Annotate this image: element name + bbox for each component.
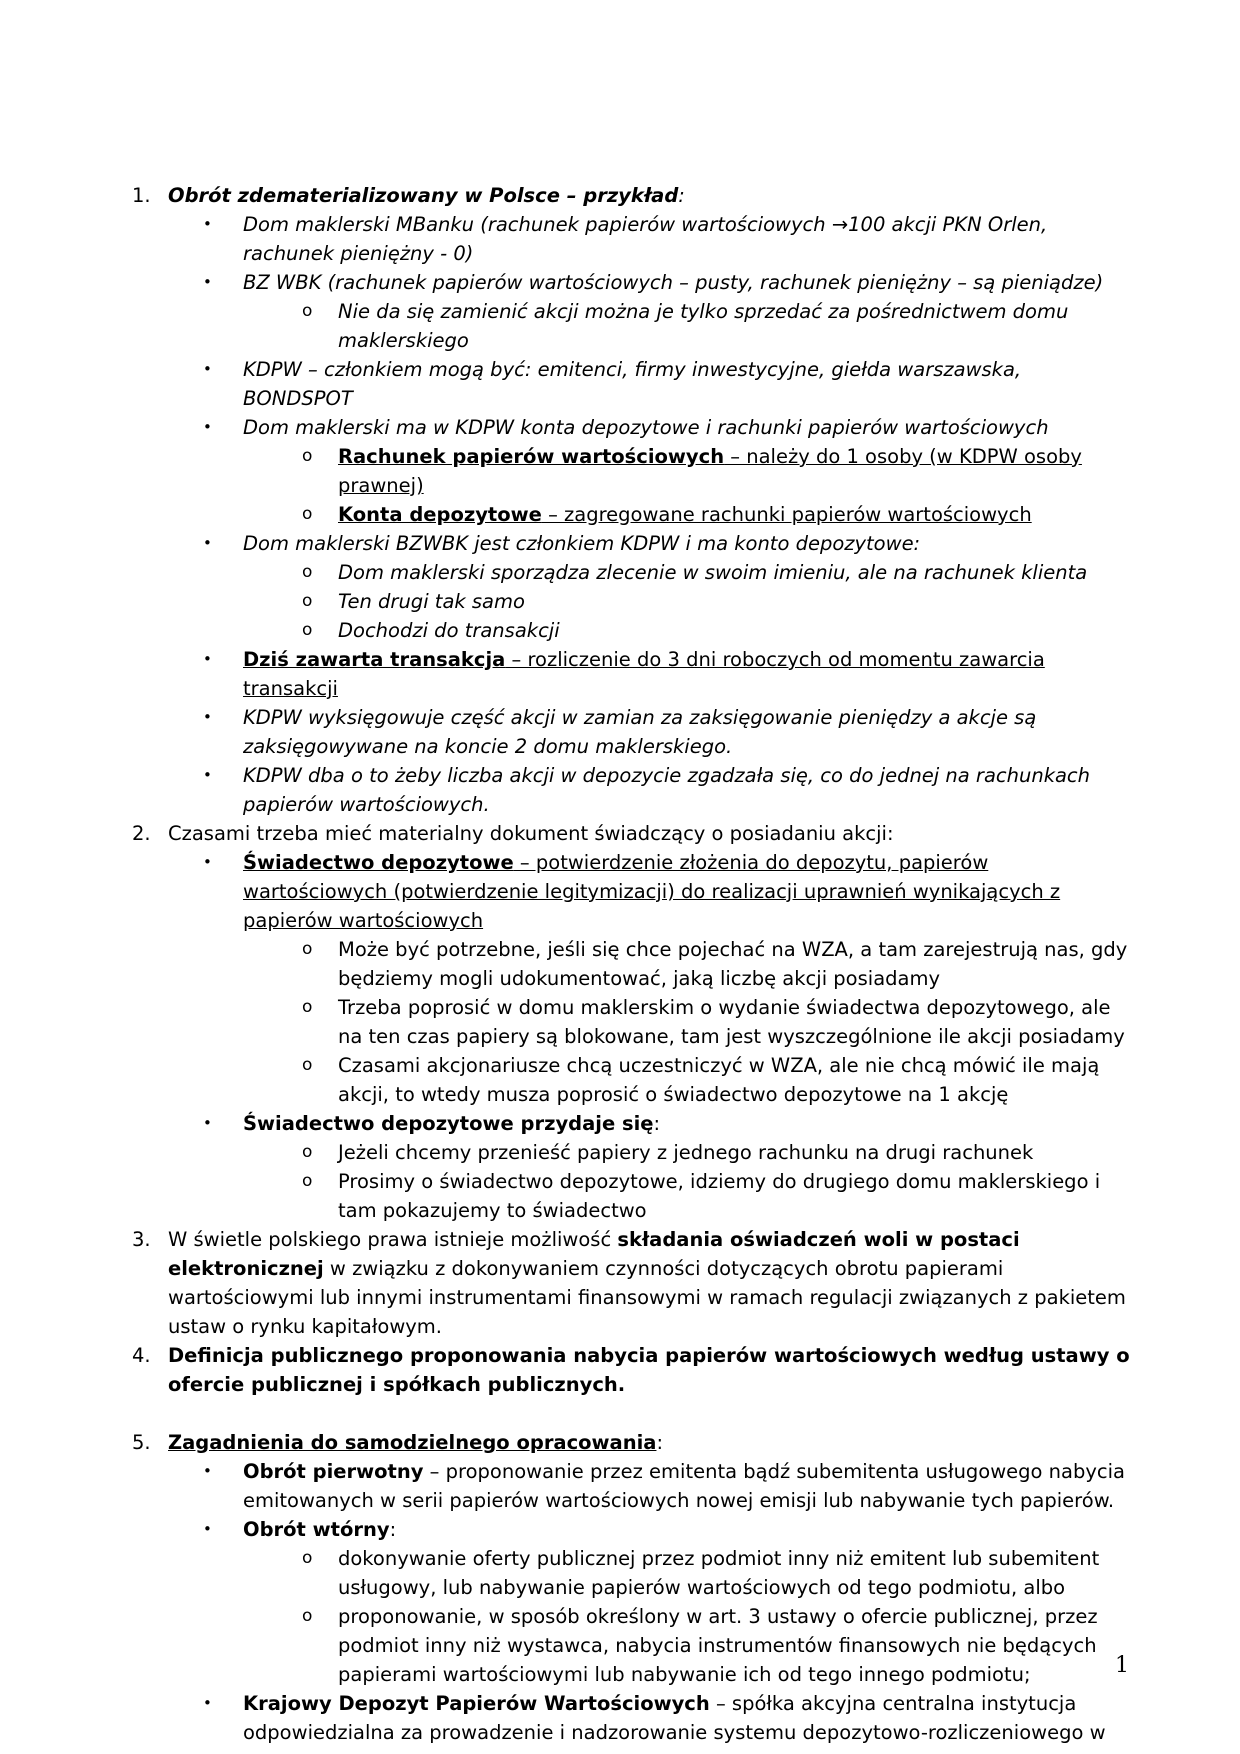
sub-bullet-text: Prosimy o świadectwo depozytowe, idziemy do drugiego domu maklerskiego i tam pokazujemy to świadectwo xyxy=(338,1170,1101,1222)
bullet-item xyxy=(0,1109,1240,1138)
circle-bullet-icon: o xyxy=(302,591,313,611)
sub-bullet-item xyxy=(0,500,1240,529)
sub-bullet-item xyxy=(0,935,1240,993)
heading-colon: : xyxy=(656,1431,664,1454)
circle-bullet-icon: o xyxy=(302,1606,313,1626)
bullet-icon: • xyxy=(203,273,212,291)
sub-bullet-item xyxy=(0,587,1240,616)
definition: – proponowanie przez emitenta bądź subemitenta usługowego nabycia emitowanych w serii papierów wartościowych nowej emisji lub nabywanie tych papierów. xyxy=(243,1460,1125,1512)
sub-bullet-item xyxy=(0,1051,1240,1109)
circle-bullet-icon: o xyxy=(302,1548,313,1568)
bullet-item xyxy=(0,1515,1240,1544)
section-heading: Obrót zdematerializowany w Polsce – przykład xyxy=(168,184,679,207)
bullet-icon: • xyxy=(203,1520,212,1538)
bullet-text: Dom maklerski ma w KDPW konta depozytowe i rachunki papierów wartościowych xyxy=(243,416,1049,439)
bullet-icon: • xyxy=(203,1114,212,1132)
sub-bullet-item xyxy=(0,297,1240,355)
sub-bullet-text: Trzeba poprosić w domu maklerskim o wydanie świadectwa depozytowego, ale na ten czas papiery są blokowane, tam jest wyszczególnione ile akcji posiadamy xyxy=(338,996,1125,1048)
term-colon: : xyxy=(653,1112,661,1135)
bullet-text: Dom maklerski MBanku (rachunek papierów wartościowych →100 akcji PKN Orlen, rachunek pieniężny - 0) xyxy=(243,213,1048,265)
bullet-text: BZ WBK (rachunek papierów wartościowych – pusty, rachunek pieniężny – są pieniądze) xyxy=(243,271,1104,294)
term: Dziś zawarta transakcja xyxy=(243,648,506,671)
circle-bullet-icon: o xyxy=(302,562,313,582)
document-body xyxy=(0,181,1240,1747)
term: Obrót pierwotny xyxy=(243,1460,424,1483)
spacer xyxy=(0,1399,1240,1428)
circle-bullet-icon: o xyxy=(302,997,313,1017)
sub-bullet-text: Może być potrzebne, jeśli się chce pojechać na WZA, a tam zarejestrują nas, gdy będziemy mogli udokumentować, jaką liczbę akcji posiadamy xyxy=(338,938,1128,990)
item-text: Definicja publicznego proponowania nabycia papierów wartościowych według ustawy o ofercie publicznej i spółkach publicznych. xyxy=(168,1344,1130,1396)
bullet-icon: • xyxy=(203,853,212,871)
bullet-icon: • xyxy=(203,360,212,378)
bullet-icon: • xyxy=(203,1694,212,1712)
section-heading: Zagadnienia do samodzielnego opracowania xyxy=(168,1431,657,1454)
sub-bullet-text: Ten drugi tak samo xyxy=(338,590,525,613)
bullet-icon: • xyxy=(203,766,212,784)
bullet-item xyxy=(0,1457,1240,1515)
sub-bullet-text: Dom maklerski sporządza zlecenie w swoim imieniu, ale na rachunek klienta xyxy=(338,561,1088,584)
sub-bullet-item xyxy=(0,1602,1240,1689)
circle-bullet-icon: o xyxy=(302,301,313,321)
emphasis: składania oświadczeń woli w postaci elektronicznej xyxy=(168,1228,1020,1280)
definition: – potwierdzenie złożenia do depozytu, papierów wartościowych (potwierdzenie legitymizacji) do realizacji uprawnień wynikających z papierów wartościowych xyxy=(243,851,1061,932)
circle-bullet-icon: o xyxy=(302,1055,313,1075)
list-number: 1. xyxy=(132,184,151,207)
sub-bullet-text: proponowanie, w sposób określony w art. 3 ustawy o ofercie publicznej, przez podmiot inny niż wystawca, nabycia instrumentów finansowych nie będących papierami wartościowymi lub nabywanie ich od tego innego podmiotu; xyxy=(338,1605,1098,1686)
bullet-item xyxy=(0,761,1240,819)
circle-bullet-icon: o xyxy=(302,1171,313,1191)
sub-bullet-text: Jeżeli chcemy przenieść papiery z jednego rachunku na drugi rachunek xyxy=(338,1141,1034,1164)
circle-bullet-icon: o xyxy=(302,446,313,466)
term: Krajowy Depozyt Papierów Wartościowych xyxy=(243,1692,710,1715)
item-text-continued: w związku z dokonywaniem czynności dotyczących obrotu papierami wartościowymi lub innymi instrumentami finansowymi w ramach regulacji związanych z pakietem ustaw o rynku kapitałowym. xyxy=(168,1257,1126,1338)
page-number: 1 xyxy=(1115,1653,1129,1678)
sub-bullet-item xyxy=(0,993,1240,1051)
list-item-4 xyxy=(0,1341,1240,1399)
bullet-icon: • xyxy=(203,534,212,552)
bullet-item xyxy=(0,355,1240,413)
circle-bullet-icon: o xyxy=(302,620,313,640)
circle-bullet-icon: o xyxy=(302,939,313,959)
sub-bullet-text: dokonywanie oferty publicznej przez podmiot inny niż emitent lub subemitent usługowy, lub nabywanie papierów wartościowych od tego podmiotu, albo xyxy=(338,1547,1100,1599)
sub-bullet-item xyxy=(0,558,1240,587)
bullet-icon: • xyxy=(203,1462,212,1480)
list-number: 2. xyxy=(132,822,151,845)
sub-bullet-item xyxy=(0,442,1240,500)
bullet-icon: • xyxy=(203,418,212,436)
list-item-2 xyxy=(0,819,1240,848)
bullet-icon: • xyxy=(203,650,212,668)
item-text: W świetle polskiego prawa istnieje możliwość xyxy=(168,1228,618,1251)
bullet-text: KDPW – członkiem mogą być: emitenci, firmy inwestycyjne, giełda warszawska, BONDSPOT xyxy=(243,358,1022,410)
bullet-text: KDPW dba o to żeby liczba akcji w depozycie zgadzała się, co do jednej na rachunkach papierów wartościowych. xyxy=(243,764,1091,816)
term: Rachunek papierów wartościowych xyxy=(338,445,725,468)
circle-bullet-icon: o xyxy=(302,504,313,524)
sub-bullet-item xyxy=(0,1138,1240,1167)
circle-bullet-icon: o xyxy=(302,1142,313,1162)
term: Konta depozytowe xyxy=(338,503,542,526)
item-text: Czasami trzeba mieć materialny dokument świadczący o posiadaniu akcji: xyxy=(168,822,894,845)
bullet-item xyxy=(0,413,1240,442)
list-number: 3. xyxy=(132,1228,151,1251)
term-colon: : xyxy=(389,1518,397,1541)
definition: – rozliczenie do 3 dni roboczych od momentu zawarcia transakcji xyxy=(243,648,1045,700)
sub-bullet-text: Czasami akcjonariusze chcą uczestniczyć w WZA, ale nie chcą mówić ile mają akcji, to wtedy musza poprosić o świadectwo depozytowe na 1 akcję xyxy=(338,1054,1100,1106)
sub-bullet-text: Dochodzi do transakcji xyxy=(338,619,560,642)
bullet-text: Dom maklerski BZWBK jest członkiem KDPW i ma konto depozytowe: xyxy=(243,532,921,555)
heading-colon: : xyxy=(678,184,685,207)
definition: – zagregowane rachunki papierów wartościowych xyxy=(541,503,1032,526)
sub-bullet-item xyxy=(0,1544,1240,1602)
bullet-item xyxy=(0,210,1240,268)
bullet-item xyxy=(0,1689,1240,1747)
sub-bullet-item xyxy=(0,1167,1240,1225)
list-item-1 xyxy=(0,181,1240,210)
bullet-item xyxy=(0,703,1240,761)
term: Świadectwo depozytowe xyxy=(243,851,514,874)
list-item-3 xyxy=(0,1225,1240,1341)
bullet-icon: • xyxy=(203,708,212,726)
list-number: 4. xyxy=(132,1344,151,1367)
bullet-text: KDPW wyksięgowuje część akcji w zamian za zaksięgowanie pieniędzy a akcje są zaksięgowywane na koncie 2 domu maklerskiego. xyxy=(243,706,1037,758)
bullet-icon: • xyxy=(203,215,212,233)
bullet-item xyxy=(0,848,1240,935)
list-number: 5. xyxy=(132,1431,151,1454)
term: Świadectwo depozytowe przydaje się xyxy=(243,1112,654,1135)
sub-bullet-item xyxy=(0,616,1240,645)
sub-bullet-text: Nie da się zamienić akcji można je tylko sprzedać za pośrednictwem domu maklerskiego xyxy=(338,300,1069,352)
list-item-5 xyxy=(0,1428,1240,1457)
term: Obrót wtórny xyxy=(243,1518,390,1541)
bullet-item xyxy=(0,645,1240,703)
bullet-item xyxy=(0,268,1240,297)
definition: – należy do 1 osoby (w KDPW osoby prawnej) xyxy=(338,445,1082,497)
definition: – spółka akcyjna centralna instytucja odpowiedzialna za prowadzenie i nadzorowanie systemu depozytowo-rozliczeniowego w xyxy=(243,1692,1106,1744)
bullet-item xyxy=(0,529,1240,558)
